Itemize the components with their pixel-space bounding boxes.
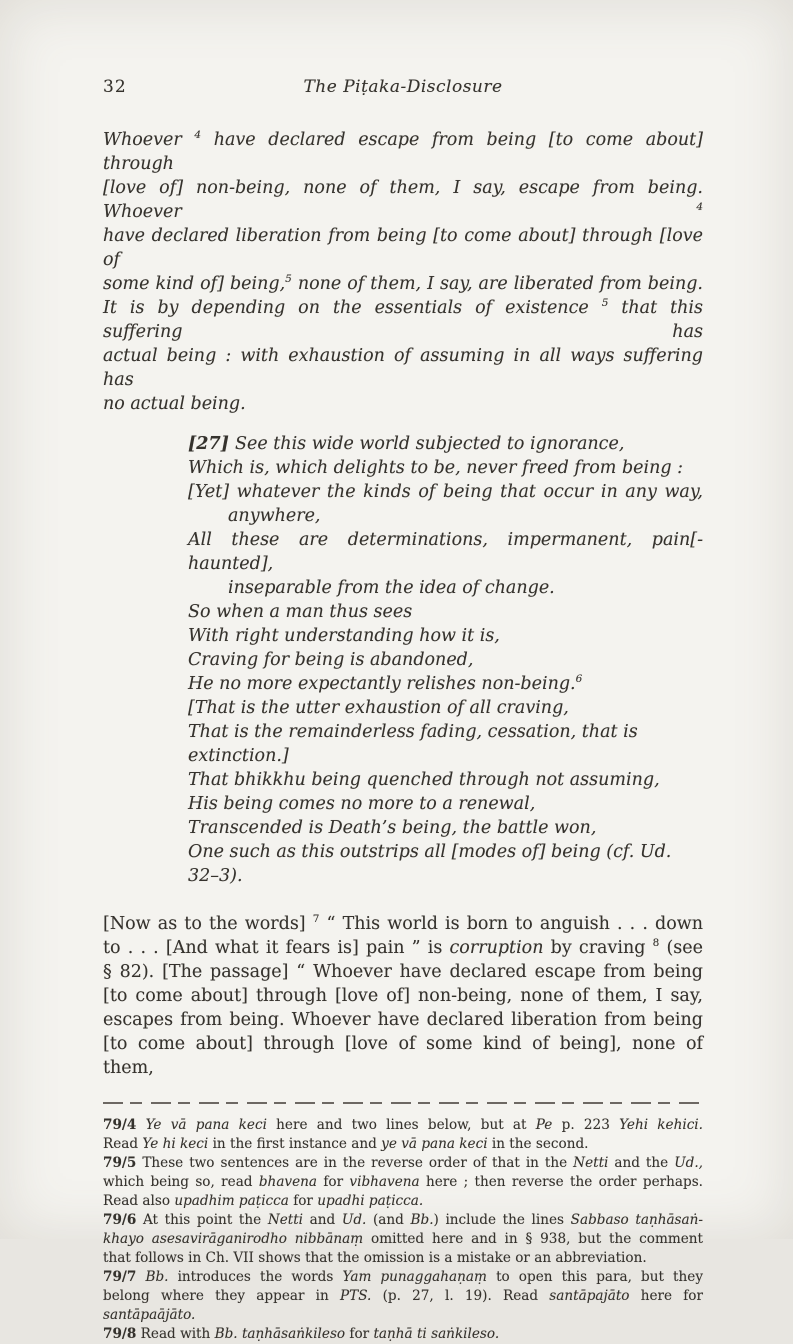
text-segment: no actual being.: [103, 394, 246, 414]
text-segment: It is by depending on the essentials of existence: [103, 298, 602, 318]
text-segment: § 82). [The passage] “ Whoever have declared escape from being: [103, 962, 703, 982]
text-line: [188, 696, 703, 720]
text-segment: p. 223: [552, 1117, 620, 1133]
text-line: [103, 296, 703, 344]
text-segment: Netti: [267, 1212, 304, 1228]
footnote-divider: [103, 1102, 703, 1104]
text-segment: in the second.: [487, 1136, 589, 1152]
text-segment: [to come about] through [love of some kind of being], none of them,: [103, 1034, 703, 1078]
footnote-reference: 5: [601, 297, 609, 310]
text-segment: upadhim paṭicca: [174, 1193, 289, 1209]
text-segment: (and: [366, 1212, 411, 1228]
text-line: [103, 344, 703, 392]
text-segment: His being comes no more to a renewal,: [188, 794, 536, 814]
text-segment: Ud.: [639, 842, 672, 862]
text-segment: Netti: [573, 1155, 609, 1171]
text-segment: 79/7: [103, 1269, 137, 1285]
text-line: [103, 912, 703, 936]
text-segment: none of them, I say, are liberated from being.: [291, 274, 703, 294]
text-line: [188, 432, 703, 456]
text-segment: 79/4: [103, 1117, 137, 1133]
text-segment: That bhikkhu being quenched through not assuming,: [188, 770, 660, 790]
text-line: [188, 456, 703, 480]
text-line: [103, 224, 703, 272]
text-segment: “ This world is born to anguish . . . down: [319, 914, 703, 934]
text-segment: [Yet] whatever the kinds of being that occur in any way,: [188, 482, 703, 502]
footnote-reference: 4: [696, 201, 703, 214]
text-segment: Ye hi keci: [142, 1136, 209, 1152]
text-segment: that follows in Ch. VII shows that the omission is a mistake or an abbreviation.: [103, 1250, 647, 1266]
footnote-reference: 8: [652, 937, 660, 950]
footnote-79-6: [103, 1211, 703, 1268]
text-line: [188, 480, 703, 504]
text-segment: Yam punaggahaṇaṃ: [342, 1269, 487, 1285]
text-line: [103, 1268, 703, 1287]
text-line: [103, 1008, 703, 1032]
footnote-79-7: [103, 1268, 703, 1325]
text-line: [188, 624, 703, 648]
text-segment: in the first instance and: [208, 1136, 382, 1152]
text-segment: and: [303, 1212, 342, 1228]
text-segment: and the: [608, 1155, 675, 1171]
text-line: [188, 720, 703, 768]
text-line: [103, 1154, 703, 1173]
text-segment: These two sentences are in the reverse order of that in the: [136, 1155, 574, 1171]
text-segment: here ; then reverse the order perhaps.: [419, 1174, 704, 1190]
text-segment: escapes from being. Whoever have declared liberation from being: [103, 1010, 703, 1030]
text-line: [103, 1211, 703, 1230]
text-segment: One such as this outstrips all [modes of] being (cf.: [188, 842, 640, 862]
text-segment: Read also: [103, 1193, 175, 1209]
text-segment: to . . . [And what it fears is] pain ” is: [103, 938, 450, 958]
footnote-79-5: [103, 1154, 703, 1211]
footnotes-section: [103, 1116, 703, 1344]
text-line: [103, 1230, 703, 1249]
text-segment: All these are determinations, impermanent, pain[-haunted],: [188, 530, 703, 574]
footnote-79-4: [103, 1116, 703, 1154]
text-segment: corruption: [449, 938, 544, 958]
text-segment: Bb.: [145, 1269, 169, 1285]
text-line: [188, 672, 703, 696]
text-line: [103, 1325, 703, 1344]
text-segment: Ud.: [341, 1212, 367, 1228]
text-line: [103, 1173, 703, 1192]
text-line: [103, 128, 703, 176]
text-segment: [to come about] through [love of] non-being, none of them, I say,: [103, 986, 703, 1006]
text-line: [103, 960, 703, 984]
text-segment: to open this para, but they: [486, 1269, 704, 1285]
text-segment: 79/6: [103, 1212, 137, 1228]
text-segment: here for: [629, 1288, 703, 1304]
text-segment: actual being : with exhaustion of assuming in all ways suffering has: [103, 346, 703, 390]
text-segment: santāpaājāto.: [103, 1307, 196, 1323]
text-segment: bhavena: [258, 1174, 318, 1190]
text-segment: Which is, which delights to be, never freed from being :: [188, 458, 684, 478]
text-line: [188, 768, 703, 792]
text-segment: anywhere,: [228, 506, 321, 526]
text-segment: some kind of] being,: [103, 274, 286, 294]
text-segment: by craving: [543, 938, 653, 958]
text-line: [103, 176, 703, 224]
text-segment: for: [317, 1174, 350, 1190]
text-segment: Read: [103, 1136, 143, 1152]
text-segment: for: [345, 1326, 374, 1342]
footnote-79-8: [103, 1325, 703, 1344]
text-line: [103, 1032, 703, 1080]
text-segment: Ud.,: [674, 1155, 703, 1171]
text-segment: ye vā pana keci: [381, 1136, 488, 1152]
text-segment: See this wide world subjected to ignorance,: [235, 434, 625, 454]
text-segment: khayo asesavirāganirodho nibbānaṃ: [103, 1231, 364, 1247]
footnote-reference: 4: [194, 129, 202, 142]
text-segment: Ye vā pana keci: [145, 1117, 267, 1133]
text-line: [103, 1249, 703, 1268]
text-segment: ) include the lines: [433, 1212, 571, 1228]
text-segment: that this suffering has: [103, 298, 703, 342]
page-header: [103, 0, 703, 98]
text-line: [103, 984, 703, 1008]
text-segment: Bb.: [214, 1326, 238, 1342]
text-segment: [Now as to the words]: [103, 914, 313, 934]
text-segment: [27]: [188, 434, 236, 454]
text-segment: 79/8: [103, 1326, 137, 1342]
text-line: [103, 1116, 703, 1135]
text-segment: Craving for being is abandoned,: [188, 650, 474, 670]
page-number: 32: [103, 77, 127, 97]
text-segment: That is the remainderless fading, cessation, that is extinction.]: [188, 722, 638, 766]
text-segment: taṇhāsaṅkileso: [241, 1326, 346, 1342]
main-text: [103, 128, 703, 1080]
text-segment: santāpajāto: [549, 1288, 630, 1304]
text-segment: So when a man thus sees: [188, 602, 413, 622]
text-segment: Transcended is Death’s being, the battle won,: [188, 818, 597, 838]
text-segment: introduces the words: [168, 1269, 343, 1285]
text-segment: (see: [659, 938, 703, 958]
text-line: [188, 816, 703, 840]
text-segment: He no more expectantly relishes non-being.: [188, 674, 576, 694]
text-segment: which being so, read: [103, 1174, 259, 1190]
text-line: [188, 576, 703, 600]
text-line: [188, 600, 703, 624]
text-line: [103, 1192, 703, 1211]
text-segment: here and two lines below, but at: [266, 1117, 536, 1133]
text-line: [103, 936, 703, 960]
text-segment: Whoever: [103, 130, 195, 150]
text-line: [103, 1135, 703, 1154]
text-segment: [love of] non-being, none of them, I say, escape from being. Whoever: [103, 178, 703, 222]
text-segment: Sabbaso taṇhāsaṅ-: [570, 1212, 703, 1228]
text-segment: At this point the: [136, 1212, 268, 1228]
text-line: [188, 792, 703, 816]
text-line: [103, 272, 703, 296]
text-segment: Read with: [136, 1326, 215, 1342]
text-segment: upadhi paṭicca.: [317, 1193, 424, 1209]
text-line: [103, 1306, 703, 1325]
footnote-reference: 7: [312, 913, 320, 926]
text-segment: have declared escape from being [to come about] through: [103, 130, 704, 174]
text-line: [103, 392, 703, 416]
footnote-reference: 6: [575, 673, 583, 686]
text-line: [103, 1287, 703, 1306]
text-segment: Yehi kehici.: [619, 1117, 703, 1133]
text-segment: belong where they appear in: [103, 1288, 340, 1304]
text-segment: 79/5: [103, 1155, 137, 1171]
text-line: [188, 528, 703, 576]
text-segment: PTS.: [340, 1288, 372, 1304]
text-segment: inseparable from the idea of change.: [228, 578, 555, 598]
text-segment: for: [288, 1193, 318, 1209]
text-line: [188, 504, 703, 528]
text-segment: [That is the utter exhaustion of all craving,: [188, 698, 569, 718]
text-segment: Bb.: [410, 1212, 434, 1228]
verse-27: [188, 432, 703, 888]
running-title: The Piṭaka-Disclosure: [303, 77, 503, 97]
text-segment: [136, 1117, 145, 1133]
opening-quotation: [103, 128, 703, 416]
text-segment: vibhavena: [349, 1174, 420, 1190]
text-segment: (p. 27, l. 19). Read: [371, 1288, 550, 1304]
footnote-reference: 5: [285, 273, 292, 286]
text-segment: taṇhā ti saṅkileso.: [373, 1326, 500, 1342]
commentary-paragraph: [103, 912, 703, 1080]
text-line: [188, 840, 703, 888]
text-segment: 32–3).: [188, 866, 243, 886]
text-segment: With right understanding how it is,: [188, 626, 500, 646]
text-segment: Pe: [535, 1117, 553, 1133]
text-line: [188, 648, 703, 672]
text-segment: have declared liberation from being [to come about] through [love of: [103, 226, 703, 270]
text-column: [103, 0, 703, 1344]
text-segment: omitted here and in § 938, but the comment: [363, 1231, 703, 1247]
